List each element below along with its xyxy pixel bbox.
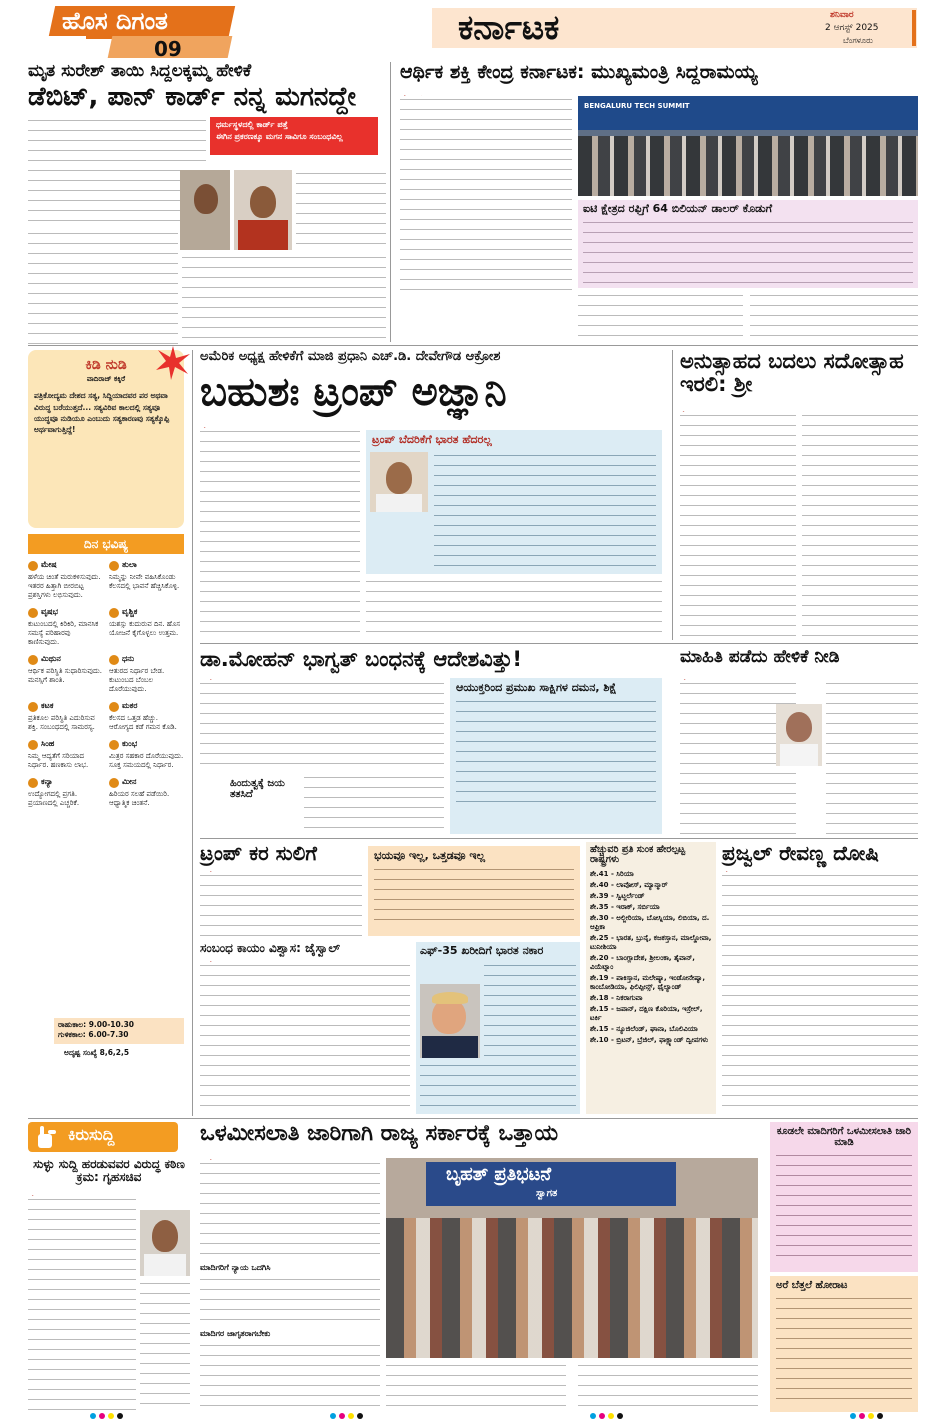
tariff-row: ಶೇ.30 - ಅಲ್ಜೀರಿಯಾ, ಬೋಸ್ನಿಯಾ, ಲಿಬಿಯಾ, ದ. ಆಫ್ರಿಕಾ — [590, 913, 710, 931]
kirusuddi-title: ಕಿರುಸುದ್ದಿ — [68, 1125, 115, 1144]
story-headline: ಅನುತ್ಸಾಹದ ಬದಲು ಸದೋತ್ಸಾಹ ಇರಲಿ: ಶ್ರೀ — [680, 349, 904, 397]
story-bhagwat — [200, 648, 668, 836]
rahukala: ರಾಹುಕಾಲ: 9.00-10.30 — [58, 1020, 135, 1029]
issue-city: ಬೆಂಗಳೂರು — [843, 36, 873, 45]
story-mahiti — [680, 648, 918, 836]
story-body-2 — [296, 170, 386, 250]
story-suresh — [28, 62, 386, 347]
story-body-3 — [750, 292, 918, 340]
saree — [238, 220, 288, 250]
sign-name — [109, 560, 184, 571]
kidi-nudi-box — [28, 350, 184, 528]
sign-text: ಆರ್ಥಿಕ ಪರಿಸ್ಥಿತಿ ಸುಧಾರಿಸುವುದು. ಮನಸ್ಸಿಗೆ ಶಾಂತಿ. — [28, 667, 102, 684]
row-divider — [28, 1118, 918, 1119]
sign-name — [28, 654, 103, 665]
row-divider — [200, 643, 918, 644]
story-body — [200, 680, 444, 770]
box-body — [456, 698, 656, 810]
sign-name — [109, 777, 184, 788]
column-divider — [390, 62, 391, 342]
tariff-list-title: ಹೆಚ್ಚುವರಿ ಪ್ರತಿ ಸುಂಕ ಹೇರಲ್ಪಟ್ಟ ರಾಷ್ಟ್ರಗಳು — [590, 844, 686, 866]
zodiac-icon — [28, 608, 38, 618]
horoscope-sign — [28, 701, 103, 735]
story-body-4 — [386, 1362, 566, 1410]
sign-name — [28, 607, 103, 618]
story-subhead-2: ಮಾದಿಗರ ಜಾಗೃತರಾಗಬೇಕು — [200, 1329, 271, 1338]
zodiac-icon — [109, 561, 119, 571]
story-anutsaha — [680, 350, 918, 640]
tariff-row: ಶೇ.35 - ಇರಾಕ್, ಸರ್ಬಿಯಾ — [590, 902, 660, 911]
registration-marks — [850, 1413, 883, 1419]
horoscope-sign — [109, 607, 184, 650]
row-divider — [200, 838, 918, 839]
zodiac-icon — [28, 655, 38, 665]
tariff-sidebar-box — [368, 846, 580, 936]
story-headline: ಪ್ರಜ್ವಲ್ ರೇವಣ್ಣ ದೋಷಿ — [722, 841, 879, 865]
kala-box — [54, 1018, 184, 1044]
photo-trump — [420, 984, 480, 1058]
story-body — [680, 412, 796, 638]
issue-day: ಶನಿವಾರ — [830, 10, 854, 20]
horoscope — [28, 534, 184, 1114]
story-body — [722, 872, 918, 1112]
shirt — [780, 744, 818, 766]
registration-marks — [590, 1413, 623, 1419]
story-body-5 — [578, 1362, 758, 1410]
protest-crowd — [386, 1218, 758, 1358]
photo-minister — [776, 704, 822, 766]
story-tariff — [200, 842, 580, 938]
story-trump — [200, 350, 668, 640]
sign-text: ಪ್ರತಿಕೂಲ ಪರಿಸ್ಥಿತಿ ಎದುರಿಸುವ ಶಕ್ತಿ. ಸಂಬಂಧದಲ್ಲಿ ಸಾಮರಸ್ಯ. — [28, 714, 95, 731]
registration-marks — [330, 1413, 363, 1419]
sign-label: ಕುಂಭ — [122, 739, 138, 748]
lucky-number: ಅದೃಷ್ಟ ಸಂಖ್ಯೆ 8,6,2,5 — [64, 1048, 130, 1057]
horoscope-sign — [28, 654, 103, 697]
sign-label: ವೃಷಭ — [41, 607, 58, 616]
zodiac-icon — [28, 778, 38, 788]
zodiac-icon — [109, 608, 119, 618]
horoscope-sign — [28, 739, 103, 773]
logo: ಹೊಸ ದಿಗಂತ — [62, 7, 168, 35]
story-body-4 — [182, 254, 386, 346]
sign-name — [28, 777, 103, 788]
protest-banner: ಬೃಹತ್ ಪ್ರತಿಭಟನೆ — [446, 1164, 552, 1185]
page-number: 09 — [154, 37, 182, 61]
story-body-2 — [826, 680, 918, 834]
column-divider — [672, 350, 673, 640]
story-subhead-1: ಮಾದಿಗರಿಗೆ ನ್ಯಾಯ ಒದಗಿಸಿ — [200, 1263, 271, 1272]
story-body-2 — [802, 412, 918, 638]
photo-summit — [578, 96, 918, 196]
masthead-accent — [912, 10, 916, 46]
story-subhead: ಐಟಿ ಕ್ಷೇತ್ರದ ರಫ್ತಿಗೆ 64 ಬಿಲಿಯನ್ ಡಾಲರ್ ಕೊಡುಗೆ — [583, 202, 773, 215]
sign-text: ಮಿತ್ರರ ಸಹಕಾರ ದೊರೆಯುವುದು. ಸೂಕ್ತ ಸಮಯದಲ್ಲಿ ನಿರ್ಧಾರ. — [109, 752, 184, 769]
sign-text: ಹಿರಿಯರ ಸಲಹೆ ಪಡೆಯಿರಿ. ಆಧ್ಯಾತ್ಮಿಕ ಚಿಂತನೆ. — [109, 790, 170, 807]
kidi-title: ಕಿಡಿ ನುಡಿ — [85, 357, 127, 373]
sign-label: ವೃಶ್ಚಿಕ — [122, 607, 138, 616]
tariff-list — [586, 842, 716, 1114]
horoscope-sign — [109, 701, 184, 735]
horoscope-sign — [109, 560, 184, 603]
box-kudale — [770, 1122, 918, 1272]
sign-name — [109, 607, 184, 618]
horoscope-sign — [28, 560, 103, 603]
zodiac-icon — [109, 740, 119, 750]
story-headline: ಟ್ರಂಪ್ ಕರ ಸುಲಿಗೆ — [200, 841, 317, 865]
sign-label: ಮಿಥುನ — [41, 654, 61, 663]
tariff-rows — [590, 870, 712, 1045]
story-body — [200, 962, 410, 1112]
tariff-row: ಶೇ.15 - ನ್ಯೂಜಿಲೆಂಡ್, ಘಾನಾ, ಬೊಲಿವಿಯಾ — [590, 1024, 698, 1033]
story-kicker: ಮೃತ ಸುರೇಶ್ ತಾಯಿ ಸಿದ್ದಲಕ್ಕಮ್ಮ ಹೇಳಿಕೆ — [28, 61, 252, 81]
story-body-2 — [200, 1276, 380, 1324]
sign-name — [109, 654, 184, 665]
summit-banner: BENGALURU TECH SUMMIT — [584, 102, 690, 110]
kidi-author: ವಾದಿರಾಜ್ ಕಕ್ಕಿರೆ — [86, 375, 126, 384]
sign-text: ಯಶಸ್ಸು ಕುದುರುವ ದಿನ. ಹೊಸ ಯೋಜನೆ ಕೈಗೊಳ್ಳಲು ಉತ್ತಮ. — [109, 620, 181, 637]
box-headline: ಭಯವೂ ಇಲ್ಲ, ಒತ್ತಡವೂ ಇಲ್ಲ — [374, 849, 486, 862]
crowd — [578, 136, 918, 196]
box-body — [776, 1295, 912, 1399]
story-headline: ಸಂಬಂಧ ಕಾಯಂ ವಿಶ್ವಾಸ: ಜೈಸ್ವಾಲ್ — [200, 941, 341, 955]
bhagwat-sidebar-box — [450, 678, 662, 834]
horoscope-title: ದಿನ ಭವಿಷ್ಯ — [28, 534, 184, 554]
story-body — [400, 96, 572, 296]
suit — [422, 1036, 478, 1058]
face — [386, 462, 412, 494]
tariff-row: ಶೇ.25 - ಭಾರತ, ಬ್ರುನೈ, ಕಜಕಸ್ತಾನ, ಮಾಲ್ಡೋವಾ, ಟುನೀಶಿಯಾ — [590, 933, 712, 951]
story-body-2 — [420, 1062, 576, 1110]
sidebar-highlight — [210, 117, 378, 155]
face — [194, 184, 218, 214]
box-headline: ಕೂಡಲೇ ಮಾದಿಗರಿಗೆ ಒಳಮೀಸಲಾತಿ ಜಾರಿ ಮಾಡಿ — [776, 1126, 912, 1148]
zodiac-icon — [28, 702, 38, 712]
story-body — [200, 428, 360, 638]
column-divider — [192, 350, 193, 1116]
box-headline: ಅರೆ ಬೆತ್ತಲೆ ಹೋರಾಟ — [776, 1280, 848, 1291]
tariff-row: ಶೇ.18 - ನಿಕರಾಗುವಾ — [590, 993, 643, 1002]
sign-text: ಆತುರದ ನಿರ್ಧಾರ ಬೇಡ. ಕುಟುಂಬದ ಬೆಂಬಲ ದೊರೆಯುವುದು. — [109, 667, 165, 693]
caption-body — [583, 219, 913, 283]
sign-text: ಕುಟುಂಬದಲ್ಲಿ ಕಿರಿಕಿರಿ, ಮಾನಸಿಕ ಸಮಸ್ಯೆ ಪರಿಹಾರವು ಕಾಣಿಸುವುದು. — [28, 620, 99, 646]
tariff-row: ಶೇ.40 - ಲಾವೋಸ್, ಮ್ಯಾನ್ಮಾರ್ — [590, 880, 668, 889]
story-body — [484, 962, 576, 1058]
tariff-row: ಶೇ.39 - ಸ್ವಿಟ್ಜರ್ಲೆಂಡ್ — [590, 891, 645, 900]
story-reservation — [200, 1122, 764, 1412]
sign-text: ಹಳೆಯ ಚಿಂತೆ ಮರುಕಳಿಸುವುದು. ಇತರರ ಹಿತ್ತಾಗಿ ಬೀರಬಿಟ್ಟ ಪ್ರಶಸ್ತಿಗಳು ಲಭಿಸುವುದು. — [28, 573, 101, 599]
box-body — [434, 452, 656, 568]
horoscope-sign — [28, 777, 103, 811]
story-body-2 — [366, 578, 662, 638]
kirusuddi — [28, 1122, 190, 1412]
sign-label: ಮಕರ — [122, 701, 138, 710]
story-subhead: ಹಿಂದುತ್ವಕ್ಕೆ ಜಯ ತತಸಿದೆ — [230, 778, 285, 800]
horoscope-sign — [109, 654, 184, 697]
sign-name — [28, 701, 103, 712]
zodiac-icon — [109, 778, 119, 788]
box-headline: ಟ್ರಂಪ್ ಬೆದರಿಕೆಗೆ ಭಾರತ ಹೆದರಲ್ಲ — [372, 433, 492, 446]
sign-name — [28, 739, 103, 750]
hair — [432, 992, 468, 1004]
photo-suresh — [180, 170, 230, 250]
story-body-2 — [140, 1280, 190, 1410]
gulika: ಗುಳಿಕಕಾಲ: 6.00-7.30 — [58, 1030, 129, 1039]
photo-protest — [386, 1158, 758, 1358]
section-title: ಕರ್ನಾಟಕ — [458, 8, 560, 48]
face — [250, 186, 276, 218]
box-body — [776, 1152, 912, 1260]
shirt — [376, 494, 422, 512]
sign-text: ಉದ್ಯೋಗದಲ್ಲಿ ಪ್ರಗತಿ. ಪ್ರಯಾಣದಲ್ಲಿ ಎಚ್ಚರಿಕೆ. — [28, 790, 80, 807]
sidebar-line-1: ಧರ್ಮಸ್ಥಳದಲ್ಲಿ ಕಾರ್ಡ್ ಪತ್ತೆ — [216, 120, 288, 129]
story-body-3 — [200, 1342, 380, 1410]
tariff-row: ಶೇ.41 - ಸಿರಿಯಾ — [590, 869, 634, 878]
registration-marks — [90, 1413, 123, 1419]
story-headline: ಆರ್ಥಿಕ ಶಕ್ತಿ ಕೇಂದ್ರ ಕರ್ನಾಟಕ: ಮುಖ್ಯಮಂತ್ರಿ ಸಿದ್ದರಾಮಯ್ಯ — [400, 61, 758, 83]
tariff-row: ಶೇ.15 - ಜಪಾನ್, ದಕ್ಷಿಣ ಕೊರಿಯಾ, ಇಸ್ರೇಲ್, ಟರ್ಕಿ — [590, 1004, 703, 1022]
sign-name — [28, 560, 103, 571]
shirt — [144, 1254, 186, 1276]
horoscope-sign — [28, 607, 103, 650]
story-kicker: ಅಮೆರಿಕ ಅಧ್ಯಕ್ಷ ಹೇಳಿಕೆಗೆ ಮಾಜಿ ಪ್ರಧಾನಿ ಎಚ್.ಡಿ. ದೇವೇಗೌಡ ಆಕ್ರೋಶ — [200, 349, 501, 364]
story-body — [28, 1196, 136, 1410]
sign-text: ನಿಮ್ಮನ್ನು ನೀವೇ ವಹಿಸಿಕೊಂಡು ಕೆಲಸದಲ್ಲಿ ಭಾವನೆ ಹೆಚ್ಚಿಸಿಕೊಳ್ಳಿ. — [109, 573, 180, 590]
story-prajwal — [722, 842, 918, 1114]
sign-label: ಕಟಕ — [41, 701, 54, 710]
story-body-3 — [28, 230, 178, 346]
sign-text: ನಿಮ್ಮ ಆದ್ಯತೆಗೆ ಸರಿಯಾದ ನಿರ್ಧಾರ. ಹಣಕಾಸು ಲಾಭ. — [28, 752, 89, 769]
sign-text: ಕೆಲಸದ ಒತ್ತಡ ಹೆಚ್ಚು. ಆರೋಗ್ಯದ ಕಡೆ ಗಮನ ಕೊಡಿ. — [109, 714, 177, 731]
sidebar-line-2: ಈಗಿನ ಪ್ರಕರಣಕ್ಕೂ ಮಗನ ಸಾವಿಗೂ ಸಂಬಂಧವಿಲ್ಲ — [216, 132, 343, 141]
zodiac-icon — [28, 561, 38, 571]
story-body — [200, 872, 362, 938]
story-headline: ಡೆಬಿಟ್, ಪಾನ್ ಕಾರ್ಡ್ ನನ್ನ ಮಗನದ್ದೇ — [28, 81, 357, 112]
sign-name — [109, 739, 184, 750]
sign-label: ತುಲಾ — [122, 560, 137, 569]
story-headline: ಸುಳ್ಳು ಸುದ್ದಿ ಹರಡುವವರ ವಿರುದ್ಧ ಕಠಿಣ ಕ್ರಮ: ಗೃಹಸಚಿವ — [33, 1157, 185, 1185]
zodiac-icon — [28, 740, 38, 750]
story-body-2 — [304, 774, 444, 834]
box-headline: ಆಯುಕ್ತರಿಂದ ಪ್ರಮುಖ ಸಾಕ್ಷಿಗಳ ದಮನ, ಶಿಕ್ಷೆ — [456, 681, 617, 694]
box-body — [374, 866, 574, 928]
sign-label: ಸಿಂಹ — [41, 739, 55, 748]
horoscope-sign — [109, 777, 184, 811]
face — [786, 712, 812, 742]
sign-label: ಧನು — [122, 654, 135, 663]
box-are — [770, 1276, 918, 1412]
horoscope-grid — [28, 560, 184, 811]
story-headline: ಒಳಮೀಸಲಾತಿ ಜಾರಿಗಾಗಿ ರಾಜ್ಯ ಸರ್ಕಾರಕ್ಕೆ ಒತ್ತಾಯ — [200, 1121, 559, 1146]
story-body-2 — [578, 292, 743, 340]
kidi-text: ಪತ್ರಿಕೋದ್ಯಮ ದೇಶದ ಸತ್ಯ, ಸಿದ್ದಿಯಾದವರ ಪರ ಅಥವಾ ವಿರುದ್ಧ ಬರೆಯುತ್ತದೆ... ಸತ್ಯವಿರಿವ ಕಾಲದಲ್ಲಿ ಸತ್ಯವೂ ಯುದ್ಧವೂ ನುಡಿಯೂ ಎಂಬುದು ಸತ್ಯಕಾರಣವು ಸತ್ಯಕ್ಕೊಪ್ಪಿ ಅರ್ಥವಾಗುತ್ತಿದ್ದೆ! — [34, 391, 170, 435]
photo-mother — [234, 170, 292, 250]
photo-home-minister — [140, 1210, 190, 1276]
story-headline: ಡಾ.ಮೋಹನ್ ಭಾಗ್ವತ್ ಬಂಧನಕ್ಕೆ ಆದೇಶವಿತ್ತು! — [200, 647, 522, 671]
story-headline: ಬಹುಶಃ ಟ್ರಂಪ್ ಅಜ್ಞಾನಿ — [200, 369, 507, 416]
horoscope-sign — [109, 739, 184, 773]
sign-label: ಕನ್ಯಾ — [41, 777, 53, 786]
photo-devegowda — [370, 452, 428, 512]
protest-banner-sub: ಸ್ವಾಗತ — [536, 1188, 558, 1199]
tariff-row: ಶೇ.19 - ಪಾಕಿಸ್ತಾನ, ಮಲೇಷ್ಯಾ, ಇಂಡೋನೇಷ್ಯಾ, ಕಾಂಬೋಡಿಯಾ, ಫಿಲಿಪ್ಪೀನ್ಸ್, ಥೈಲ್ಯಾಂಡ್ — [590, 973, 706, 991]
kidi-spark-icon — [156, 346, 190, 380]
issue-date: 2 ಆಗಸ್ಟ್ 2025 — [825, 23, 879, 33]
story-headline: ಎಫ್-35 ಖರೀದಿಗೆ ಭಾರತ ನಕಾರ — [420, 944, 544, 957]
hand-icon — [32, 1124, 60, 1150]
masthead — [0, 0, 945, 61]
tariff-row: ಶೇ.20 - ಬಾಂಗ್ಲಾದೇಶ, ಶ್ರೀಲಂಕಾ, ತೈವಾನ್, ವಿಯೆಟ್ನಾಂ — [590, 953, 695, 971]
summit-caption-box — [578, 200, 918, 288]
trump-sidebar-box — [366, 430, 662, 574]
sign-name — [109, 701, 184, 712]
zodiac-icon — [109, 655, 119, 665]
face — [152, 1220, 178, 1252]
story-cm — [400, 62, 918, 342]
sign-label: ಮೇಷ — [41, 560, 57, 569]
story-headline: ಮಾಹಿತಿ ಪಡೆದು ಹೇಳಿಕೆ ನೀಡಿ — [680, 647, 840, 667]
story-f35 — [416, 942, 580, 1114]
sign-label: ಮೀನ — [122, 777, 137, 786]
tariff-row: ಶೇ.10 - ಬ್ರಿಟನ್, ಬ್ರೆಜಿಲ್, ಫಾಕ್ಲ್ಯಾಂಡ್ ದ್ವೀಪಗಳು — [590, 1035, 709, 1044]
zodiac-icon — [109, 702, 119, 712]
story-jaishankar — [200, 942, 410, 1114]
story-body — [200, 1160, 380, 1260]
